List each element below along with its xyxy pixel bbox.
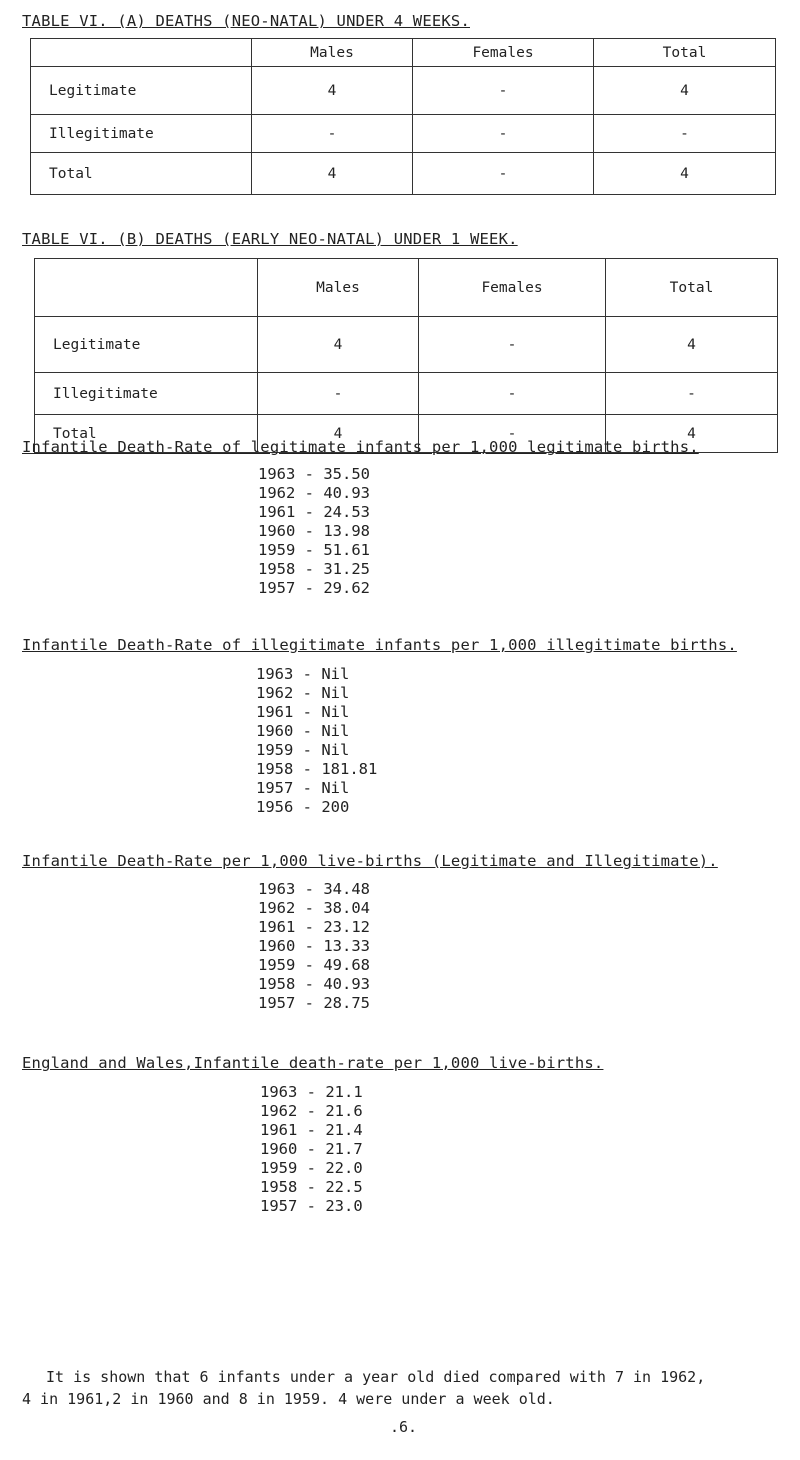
table-a-corner-cell	[31, 39, 252, 67]
list-item: 1959 - 22.0	[260, 1159, 363, 1177]
table-b-total-cell: -	[606, 373, 778, 415]
list-item: 1962 - 21.6	[260, 1102, 363, 1120]
list-item: 1962 - 40.93	[258, 484, 370, 502]
table-row	[31, 39, 776, 67]
table-a-males-cell: 4	[252, 67, 413, 115]
list-item: 1961 - Nil	[256, 703, 350, 721]
list-item: 1957 - Nil	[256, 779, 350, 797]
page-number: .6.	[390, 1418, 418, 1436]
table-a-header-females: Females	[413, 39, 594, 67]
table-a-header-males: Males	[252, 39, 413, 67]
table-a-females-cell: -	[413, 153, 594, 195]
table-row	[35, 259, 778, 317]
table-b-header-total: Total	[606, 259, 778, 317]
list-item: 1959 - 51.61	[258, 541, 370, 559]
table-b-females-cell: -	[419, 317, 606, 373]
table-a-row-label: Total	[31, 153, 252, 195]
legit-rate-title: Infantile Death-Rate of legitimate infants per 1,000 legitimate births.	[22, 438, 699, 456]
combined-rate-title: Infantile Death-Rate per 1,000 live-births (Legitimate and Illegitimate).	[22, 852, 718, 870]
table-b-header-males: Males	[258, 259, 419, 317]
summary-line-1: It is shown that 6 infants under a year old died compared with 7 in 1962,	[46, 1368, 706, 1386]
table-b	[34, 258, 778, 453]
list-item: 1959 - 49.68	[258, 956, 370, 974]
legit-rate-list	[258, 465, 370, 598]
table-a-males-cell: 4	[252, 153, 413, 195]
table-row	[31, 153, 776, 195]
list-item: 1957 - 28.75	[258, 994, 370, 1012]
table-b-row-label: Legitimate	[35, 317, 258, 373]
england-rate-title: England and Wales,Infantile death-rate per 1,000 live-births.	[22, 1054, 604, 1072]
table-b-females-cell: -	[419, 373, 606, 415]
list-item: 1963 - 34.48	[258, 880, 370, 898]
list-item: 1961 - 21.4	[260, 1121, 363, 1139]
list-item: 1961 - 24.53	[258, 503, 370, 521]
illegit-rate-title: Infantile Death-Rate of illegitimate infants per 1,000 illegitimate births.	[22, 636, 737, 654]
list-item: 1962 - 38.04	[258, 899, 370, 917]
list-item: 1961 - 23.12	[258, 918, 370, 936]
table-row	[31, 67, 776, 115]
table-b-total-cell: 4	[606, 415, 778, 453]
list-item: 1958 - 181.81	[256, 760, 378, 778]
list-item: 1959 - Nil	[256, 741, 350, 759]
table-b-row-label: Total	[35, 415, 258, 453]
table-a-title: TABLE VI. (A) DEATHS (NEO-NATAL) UNDER 4 WEEKS.	[22, 12, 470, 30]
table-a-males-cell: -	[252, 115, 413, 153]
list-item: 1958 - 40.93	[258, 975, 370, 993]
table-a	[30, 38, 776, 195]
table-b-title: TABLE VI. (B) DEATHS (EARLY NEO-NATAL) UNDER 1 WEEK.	[22, 230, 518, 248]
list-item: 1960 - 13.33	[258, 937, 370, 955]
illegit-rate-list	[256, 665, 377, 817]
table-row	[35, 317, 778, 373]
table-a-total-cell: 4	[594, 67, 776, 115]
table-b-header-females: Females	[419, 259, 606, 317]
table-a-females-cell: -	[413, 67, 594, 115]
table-row	[31, 115, 776, 153]
england-rate-list	[260, 1083, 363, 1216]
list-item: 1963 - Nil	[256, 665, 350, 683]
list-item: 1957 - 23.0	[260, 1197, 363, 1215]
list-item: 1963 - 21.1	[260, 1083, 363, 1101]
list-item: 1956 - 200	[256, 798, 350, 816]
table-b-corner-cell	[35, 259, 258, 317]
table-a-females-cell: -	[413, 115, 594, 153]
list-item: 1963 - 35.50	[258, 465, 370, 483]
list-item: 1960 - 21.7	[260, 1140, 363, 1158]
table-b-males-cell: 4	[258, 415, 419, 453]
table-b-males-cell: 4	[258, 317, 419, 373]
table-row	[35, 373, 778, 415]
table-a-row-label: Legitimate	[31, 67, 252, 115]
table-a-row-label: Illegitimate	[31, 115, 252, 153]
list-item: 1957 - 29.62	[258, 579, 370, 597]
table-b-females-cell: -	[419, 415, 606, 453]
table-b-row-label: Illegitimate	[35, 373, 258, 415]
combined-rate-list	[258, 880, 370, 1013]
summary-line-2: 4 in 1961,2 in 1960 and 8 in 1959. 4 were under a week old.	[22, 1390, 555, 1408]
table-a-header-total: Total	[594, 39, 776, 67]
list-item: 1962 - Nil	[256, 684, 350, 702]
table-a-total-cell: 4	[594, 153, 776, 195]
list-item: 1958 - 31.25	[258, 560, 370, 578]
list-item: 1960 - 13.98	[258, 522, 370, 540]
list-item: 1958 - 22.5	[260, 1178, 363, 1196]
list-item: 1960 - Nil	[256, 722, 350, 740]
table-b-total-cell: 4	[606, 317, 778, 373]
table-b-males-cell: -	[258, 373, 419, 415]
table-a-total-cell: -	[594, 115, 776, 153]
